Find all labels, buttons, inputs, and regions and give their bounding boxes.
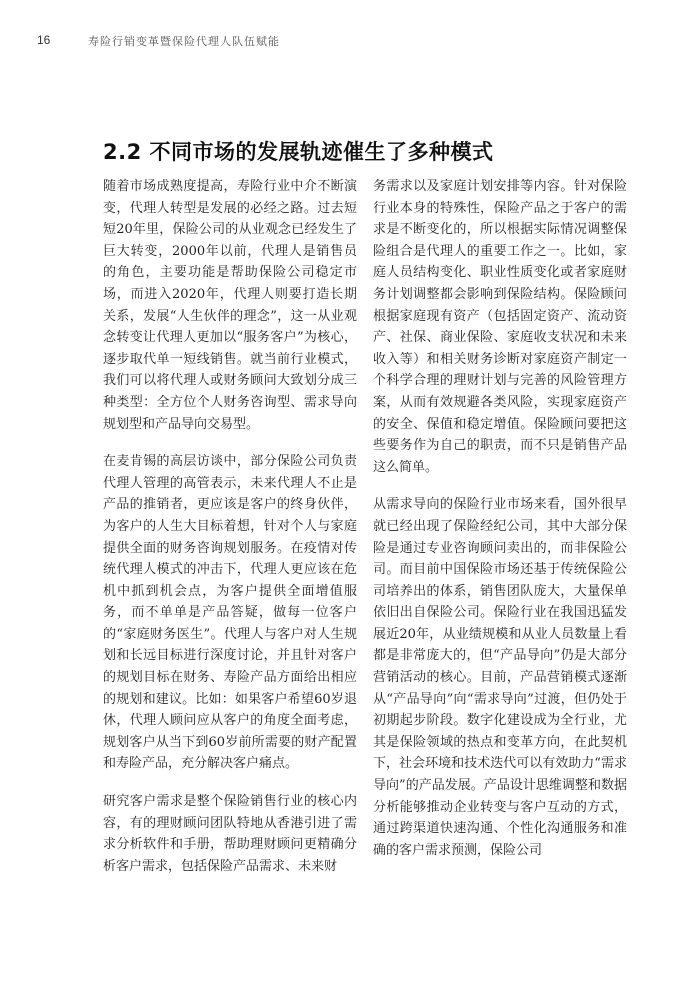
paragraph: 务需求以及家庭计划安排等内容。针对保险行业本身的特殊性，保险产品之于客户的需求是不断变化的，所以根据实际情况调整保险组合是代理人的重要工作之一。比如，家庭人员结构变化、职业性质变化或者家庭财务计划调整都会影响到保险结构。保险顾问根据家庭现有资产（包括固定资产、流动资产、社保、商业保险、家庭收支状况和未来收入等）和相关财务诊断对家庭资产制定一个科学合理的理财计划与完善的风险管理方案，从而有效规避各类风险，实现家庭资产的安全、保值和稳定增值。保险顾问要把这些要务作为自己的职责，而不只是销售产品这么简单。 [373, 179, 627, 475]
paragraph: 从需求导向的保险行业市场来看，国外很早就已经出现了保险经纪公司，其中大部分保险是通过专业咨询顾问卖出的，而非保险公司。而目前中国保险市场还基于传统保险公司培养出的体系，销售团队庞大，大量保单依旧出自保险公司。保险行业在我国迅猛发展近20年，从业绩规模和从业人员数量上看都是非常庞大的，但“产品导向”仍是大部分营销活动的核心。目前，产品营销模式逐渐从“产品导向”向“需求导向”过渡，但仍处于初期起步阶段。数字化建设成为全行业，尤其是保险领域的热点和变革方向，在此契机下，社会环境和技术迭代可以有效助力“需求导向”的产品发展。产品设计思维调整和数据分析能够推动企业转变与客户互动的方式，通过跨渠道快速沟通、个性化沟通服务和准确的客户需求预测，保险公司 [373, 497, 627, 858]
paragraph: 随着市场成熟度提高，寿险行业中介不断演变，代理人转型是发展的必经之路。过去短短20年里，保险公司的从业观念已经发生了巨大转变，2000年以前，代理人是销售员的角色，主要功能是帮助保险公司稳定市场，而进入2020年，代理人则要打造长期关系，发展“人生伙伴的理念”，这一从业观念转变让代理人更加以“服务客户”为核心，逐步取代单一短线销售。就当前行业模式，我们可以将代理人或财务顾问大致划分成三种类型：全方位个人财务咨询型、需求导向规划型和产品导向交易型。 [103, 179, 357, 432]
section-title: 2.2 不同市场的发展轨迹催生了多种模式 [103, 140, 494, 164]
page-number: 16 [37, 33, 51, 47]
left-column [103, 176, 357, 893]
running-header: 寿险行销变革暨保险代理人队伍赋能 [88, 35, 280, 48]
paragraph: 在麦肯锡的高层访谈中，部分保险公司负责代理人管理的高管表示，未来代理人不止是产品的推销者，更应该是客户的终身伙伴，为客户的人生大目标着想，针对个人与家庭提供全面的财务咨询规划服务。在疫情对传统代理人模式的冲击下，代理人更应该在危机中抓到机会点，为客户提供全面增值服务，而不单单是产品答疑，做每一位客户的“家庭财务医生”。代理人与客户对人生规划和长远目标进行深度讨论，并且针对客户的规划目标在财务、寿险产品方面给出相应的规划和建议。比如：如果客户希望60岁退休，代理人顾问应从客户的角度全面考虑，规划客户从当下到60岁前所需要的财产配置和寿险产品，充分解决客户痛点。 [103, 454, 357, 772]
paragraph: 研究客户需求是整个保险销售行业的核心内容，有的理财顾问团队特地从香港引进了需求分析软件和手册，帮助理财顾问更精确分析客户需求，包括保险产品需求、未来财 [103, 794, 357, 874]
right-column [373, 176, 627, 877]
